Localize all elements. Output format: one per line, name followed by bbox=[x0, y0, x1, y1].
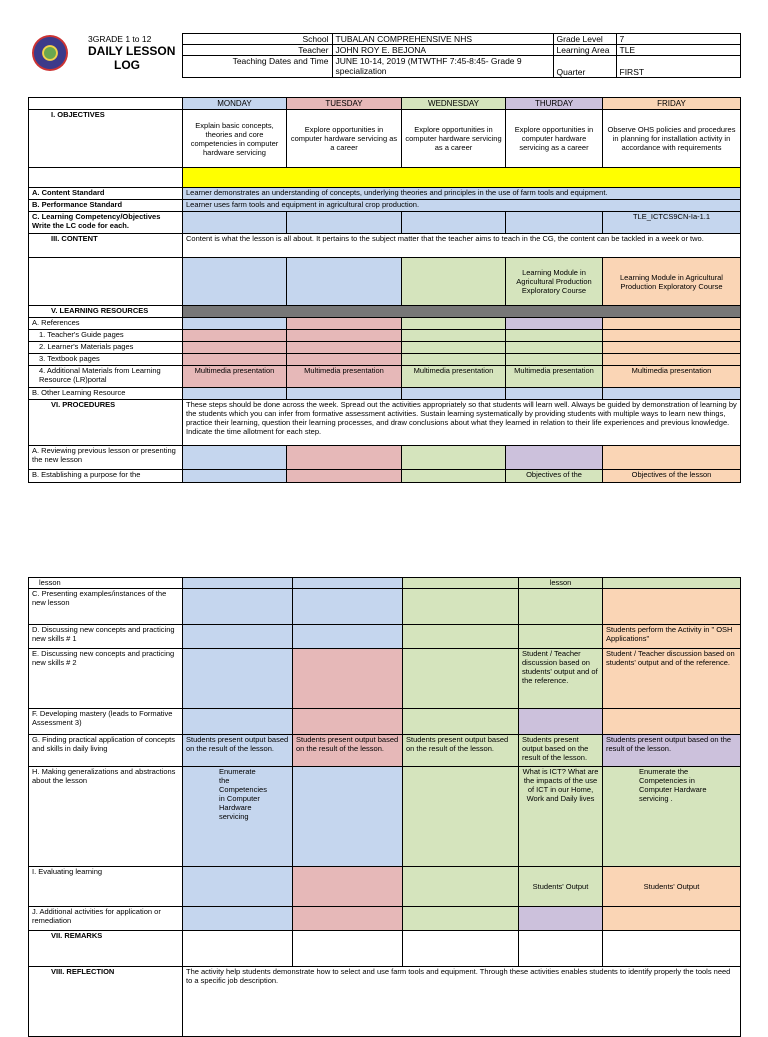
quarter-label: Quarter bbox=[553, 56, 616, 78]
procedure-e-label: E. Discussing new concepts and practicing new skills # 2 bbox=[29, 649, 183, 709]
school-value: TUBALAN COMPREHENSIVE NHS bbox=[332, 34, 553, 45]
grade-range: 3GRADE 1 to 12 bbox=[88, 33, 152, 44]
grade-level-label: Grade Level bbox=[553, 34, 616, 45]
procedure-e-thursday: Student / Teacher discussion based on students' output and of the reference. bbox=[519, 649, 603, 709]
objectives-highlight-row bbox=[183, 168, 741, 188]
procedures-label: VI. PROCEDURES bbox=[29, 400, 183, 446]
procedures-text: These steps should be done across the week. Spread out the activities appropriately so that students will learn well. Always be guided by demonstration of learning by the students which you can infer from formative assessment activities. Sustain learning systematically by providing students with multiple ways to learn new things, practice their learning, question their learning processes, and draw conclusions about what they learned in relation to their life experiences and previous knowledge. Indicate the time allotment for each step. bbox=[183, 400, 741, 446]
content-standard-label: A. Content Standard bbox=[29, 188, 183, 200]
competency-code-friday: TLE_ICTCS9CN-Ia-1.1 bbox=[603, 212, 741, 234]
procedure-d-friday: Students perform the Activity in " OSH Applications" bbox=[603, 625, 741, 649]
lr-thursday: Multimedia presentation bbox=[506, 366, 603, 388]
procedure-g-wednesday: Students present output based on the result of the lesson. bbox=[403, 735, 519, 767]
objectives-label: I. OBJECTIVES bbox=[29, 110, 183, 168]
learners-materials-label: 2. Learner's Materials pages bbox=[29, 342, 183, 354]
objective-tuesday: Explore opportunities in computer hardware servicing as a career bbox=[287, 110, 402, 168]
procedure-e-friday: Student / Teacher discussion based on students' output and of the reference. bbox=[603, 649, 741, 709]
quarter-value: FIRST bbox=[616, 56, 740, 78]
dll-title-line2: LOG bbox=[114, 57, 140, 72]
objective-monday: Explain basic concepts, theories and core competencies in computer hardware servicing bbox=[183, 110, 287, 168]
procedure-d-label: D. Discussing new concepts and practicing new skills # 1 bbox=[29, 625, 183, 649]
lr-wednesday: Multimedia presentation bbox=[402, 366, 506, 388]
other-resource-label: B. Other Learning Resource bbox=[29, 388, 183, 400]
teacher-value: JOHN ROY E. BEJONA bbox=[332, 45, 553, 56]
school-label: School bbox=[182, 34, 332, 45]
competency-label: C. Learning Competency/Objectives Write the LC code for each. bbox=[29, 212, 183, 234]
lr-portal-label: 4. Additional Materials from Learning Resource (LR)portal bbox=[29, 366, 183, 388]
teacher-label: Teacher bbox=[182, 45, 332, 56]
reflection-text: The activity help students demonstrate how to select and use farm tools and equipment. Through these activities enables students to identify properly the tools need to a specific job description. bbox=[183, 967, 741, 1037]
procedure-g-friday: Students present output based on the result of the lesson. bbox=[603, 735, 741, 767]
teachers-guide-label: 1. Teacher's Guide pages bbox=[29, 330, 183, 342]
learning-area-label: Learning Area bbox=[553, 45, 616, 56]
reflection-label: VIII. REFLECTION bbox=[29, 967, 183, 1037]
procedure-h-label: H. Making generalizations and abstractions about the lesson bbox=[29, 767, 183, 867]
procedure-i-label: I. Evaluating learning bbox=[29, 867, 183, 907]
dates-label: Teaching Dates and Time bbox=[182, 56, 332, 78]
resources-label: V. LEARNING RESOURCES bbox=[29, 306, 183, 318]
procedure-g-label: G. Finding practical application of concepts and skills in daily living bbox=[29, 735, 183, 767]
performance-standard-text: Learner uses farm tools and equipment in agricultural crop production. bbox=[183, 200, 741, 212]
content-text: Content is what the lesson is all about. It pertains to the subject matter that the teacher aims to teach in the CG, the content can be tackled in a week or two. bbox=[183, 234, 741, 258]
remarks-label: VII. REMARKS bbox=[29, 931, 183, 967]
day-wednesday: WEDNESDAY bbox=[402, 98, 506, 110]
content-module-thursday: Learning Module in Agricultural Production Exploratory Course bbox=[506, 258, 603, 306]
performance-standard-label: B. Performance Standard bbox=[29, 200, 183, 212]
dll-title-line1: DAILY LESSON bbox=[88, 43, 176, 58]
content-standard-text: Learner demonstrates an understanding of concepts, underlying theories and principles in the use of farm tools and equipment. bbox=[183, 188, 741, 200]
procedure-g-tuesday: Students present output based on the result of the lesson. bbox=[293, 735, 403, 767]
procedure-b-friday: Objectives of the lesson bbox=[603, 470, 741, 483]
day-friday: FRIDAY bbox=[603, 98, 741, 110]
learning-area-value: TLE bbox=[616, 45, 740, 56]
procedure-f-label: F. Developing mastery (leads to Formative Assessment 3) bbox=[29, 709, 183, 735]
procedure-h-thursday: What is ICT? What are the impacts of the use of ICT in our Home, Work and Daily lives bbox=[519, 767, 603, 867]
procedure-j-label: J. Additional activities for application or remediation bbox=[29, 907, 183, 931]
title-block bbox=[28, 34, 182, 78]
procedure-b-thursday-cont: lesson bbox=[519, 578, 603, 589]
objective-thursday: Explore opportunities in computer hardware servicing as a career bbox=[506, 110, 603, 168]
dates-value: JUNE 10-14, 2019 (MTWTHF 7:45-8:45- Grade 9 specialization bbox=[332, 56, 553, 78]
content-label: III. CONTENT bbox=[29, 234, 183, 258]
textbook-label: 3. Textbook pages bbox=[29, 354, 183, 366]
lesson-table-page2 bbox=[28, 577, 741, 1037]
procedure-h-monday: Enumerate the Competencies in Computer Hardware servicing bbox=[183, 767, 293, 867]
day-thursday: THURDAY bbox=[506, 98, 603, 110]
objective-wednesday: Explore opportunities in computer hardware servicing as a career bbox=[402, 110, 506, 168]
lr-tuesday: Multimedia presentation bbox=[287, 366, 402, 388]
day-monday: MONDAY bbox=[183, 98, 287, 110]
lr-monday: Multimedia presentation bbox=[183, 366, 287, 388]
procedure-h-friday: Enumerate the Competencies in Computer Hardware servicing . bbox=[603, 767, 741, 867]
header-table bbox=[28, 33, 741, 78]
procedure-b-label: B. Establishing a purpose for the bbox=[29, 470, 183, 483]
procedure-b-cont: lesson bbox=[29, 578, 183, 589]
grade-level-value: 7 bbox=[616, 34, 740, 45]
lr-friday: Multimedia presentation bbox=[603, 366, 741, 388]
procedure-g-thursday: Students present output based on the result of the lesson. bbox=[519, 735, 603, 767]
lesson-table-page1 bbox=[28, 97, 741, 483]
references-label: A. References bbox=[29, 318, 183, 330]
procedure-c-label: C. Presenting examples/instances of the new lesson bbox=[29, 589, 183, 625]
procedure-g-monday: Students present output based on the result of the lesson. bbox=[183, 735, 293, 767]
day-tuesday: TUESDAY bbox=[287, 98, 402, 110]
procedure-a-label: A. Reviewing previous lesson or presenting the new lesson bbox=[29, 446, 183, 470]
procedure-i-friday: Students' Output bbox=[603, 867, 741, 907]
procedure-b-thursday: Objectives of the bbox=[506, 470, 603, 483]
content-module-friday: Learning Module in Agricultural Production Exploratory Course bbox=[603, 258, 741, 306]
procedure-i-thursday: Students' Output bbox=[519, 867, 603, 907]
objective-friday: Observe OHS policies and procedures in planning for installation activity in accordance with requirements bbox=[603, 110, 741, 168]
